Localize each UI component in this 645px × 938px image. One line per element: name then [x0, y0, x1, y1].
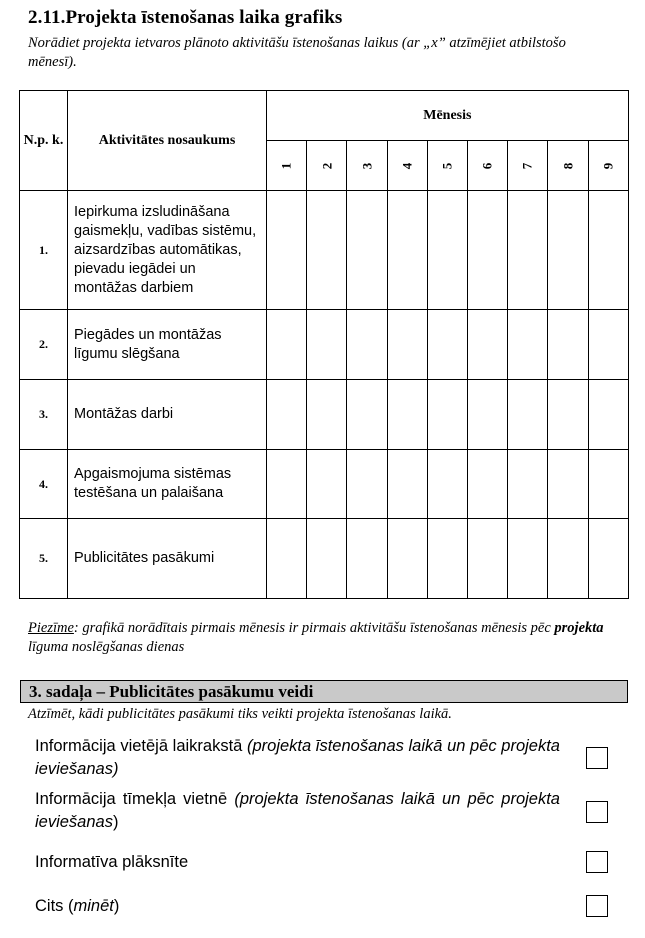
schedule-table — [19, 90, 629, 599]
note-text-end: līguma noslēgšanas dienas — [28, 639, 185, 655]
month-cell[interactable] — [548, 380, 588, 450]
month-header: 4 — [387, 141, 427, 191]
month-cell[interactable] — [387, 380, 427, 450]
table-row — [20, 519, 629, 599]
month-header: 3 — [347, 141, 387, 191]
month-cell[interactable] — [267, 380, 307, 450]
activity-name: Publicitātes pasākumi — [68, 519, 267, 599]
month-cell[interactable] — [267, 191, 307, 310]
month-cell[interactable] — [387, 191, 427, 310]
month-cell[interactable] — [267, 310, 307, 380]
month-cell[interactable] — [427, 380, 467, 450]
table-row — [20, 310, 629, 380]
row-number: 2. — [20, 310, 68, 380]
option-plaque-label: Informatīva plāksnīte — [35, 853, 189, 871]
option-website-checkbox[interactable] — [586, 801, 608, 823]
month-cell[interactable] — [387, 450, 427, 519]
note-bold: projekta — [554, 620, 604, 636]
month-cell[interactable] — [427, 310, 467, 380]
note-label: Piezīme — [28, 620, 74, 636]
month-cell[interactable] — [467, 450, 507, 519]
section-3-header: 3. sadaļa – Publicitātes pasākumu veidi — [20, 680, 628, 703]
activity-name: Piegādes un montāžas līgumu slēgšana — [68, 310, 267, 380]
month-header: 9 — [588, 141, 628, 191]
table-row — [20, 191, 629, 310]
month-cell[interactable] — [508, 450, 548, 519]
month-cell[interactable] — [588, 310, 628, 380]
month-cell[interactable] — [307, 380, 347, 450]
option-other-label: Cits (minēt) — [35, 897, 120, 915]
month-cell[interactable] — [267, 450, 307, 519]
month-cell[interactable] — [467, 310, 507, 380]
month-cell[interactable] — [427, 450, 467, 519]
activity-name: Apgaismojuma sistēmas testēšana un palaišana — [68, 450, 267, 519]
row-number: 5. — [20, 519, 68, 599]
month-cell[interactable] — [387, 310, 427, 380]
month-cell[interactable] — [508, 191, 548, 310]
schedule-note — [28, 619, 623, 657]
month-cell[interactable] — [548, 450, 588, 519]
option-newspaper-label: Informācija vietējā laikrakstā (projekta īstenošanas laikā un pēc projekta ieviešanas) — [35, 737, 560, 778]
month-header: 5 — [427, 141, 467, 191]
month-cell[interactable] — [427, 519, 467, 599]
month-cell[interactable] — [307, 191, 347, 310]
activity-name: Iepirkuma izsludināšana gaismekļu, vadības sistēmu, aizsardzības automātikas, pievadu iegādei un montāžas darbiem — [68, 191, 267, 310]
month-cell[interactable] — [588, 519, 628, 599]
section-instructions: Norādiet projekta ietvaros plānoto aktivitāšu īstenošanas laikus (ar „x” atzīmējiet atbilstošo mēnesī). — [28, 35, 566, 70]
row-number: 1. — [20, 191, 68, 310]
month-cell[interactable] — [267, 519, 307, 599]
month-header: 7 — [508, 141, 548, 191]
month-cell[interactable] — [347, 380, 387, 450]
table-row — [20, 450, 629, 519]
column-header-month: Mēnesis — [267, 91, 629, 141]
month-cell[interactable] — [588, 191, 628, 310]
activity-name: Montāžas darbi — [68, 380, 267, 450]
month-cell[interactable] — [347, 191, 387, 310]
month-cell[interactable] — [347, 310, 387, 380]
month-header: 1 — [267, 141, 307, 191]
month-cell[interactable] — [548, 310, 588, 380]
month-cell[interactable] — [307, 310, 347, 380]
month-cell[interactable] — [347, 450, 387, 519]
row-number: 3. — [20, 380, 68, 450]
column-header-activity: Aktivitātes nosaukums — [68, 91, 267, 191]
month-cell[interactable] — [588, 380, 628, 450]
month-cell[interactable] — [548, 519, 588, 599]
option-newspaper-checkbox[interactable] — [586, 747, 608, 769]
month-header: 2 — [307, 141, 347, 191]
option-website-label: Informācija tīmekļa vietnē (projekta īstenošanas laikā un pēc projekta ieviešanas) — [35, 790, 560, 831]
note-text: : grafikā norādītais pirmais mēnesis ir pirmais aktivitāšu īstenošanas mēnesis pēc — [73, 620, 555, 636]
month-cell[interactable] — [588, 450, 628, 519]
table-row — [20, 380, 629, 450]
month-cell[interactable] — [508, 519, 548, 599]
month-cell[interactable] — [307, 450, 347, 519]
column-header-number: N.p. k. — [20, 91, 68, 191]
month-cell[interactable] — [508, 380, 548, 450]
row-number: 4. — [20, 450, 68, 519]
section-3-instructions: Atzīmēt, kādi publicitātes pasākumi tiks veikti projekta īstenošanas laikā. — [28, 706, 452, 722]
option-plaque-checkbox[interactable] — [586, 851, 608, 873]
section-title: 2.11.Projekta īstenošanas laika grafiks — [28, 7, 343, 28]
month-cell[interactable] — [387, 519, 427, 599]
month-cell[interactable] — [467, 191, 507, 310]
month-cell[interactable] — [548, 191, 588, 310]
month-cell[interactable] — [467, 519, 507, 599]
month-cell[interactable] — [347, 519, 387, 599]
month-cell[interactable] — [307, 519, 347, 599]
month-cell[interactable] — [427, 191, 467, 310]
month-header: 6 — [467, 141, 507, 191]
month-header: 8 — [548, 141, 588, 191]
month-cell[interactable] — [508, 310, 548, 380]
option-other-checkbox[interactable] — [586, 895, 608, 917]
month-cell[interactable] — [467, 380, 507, 450]
